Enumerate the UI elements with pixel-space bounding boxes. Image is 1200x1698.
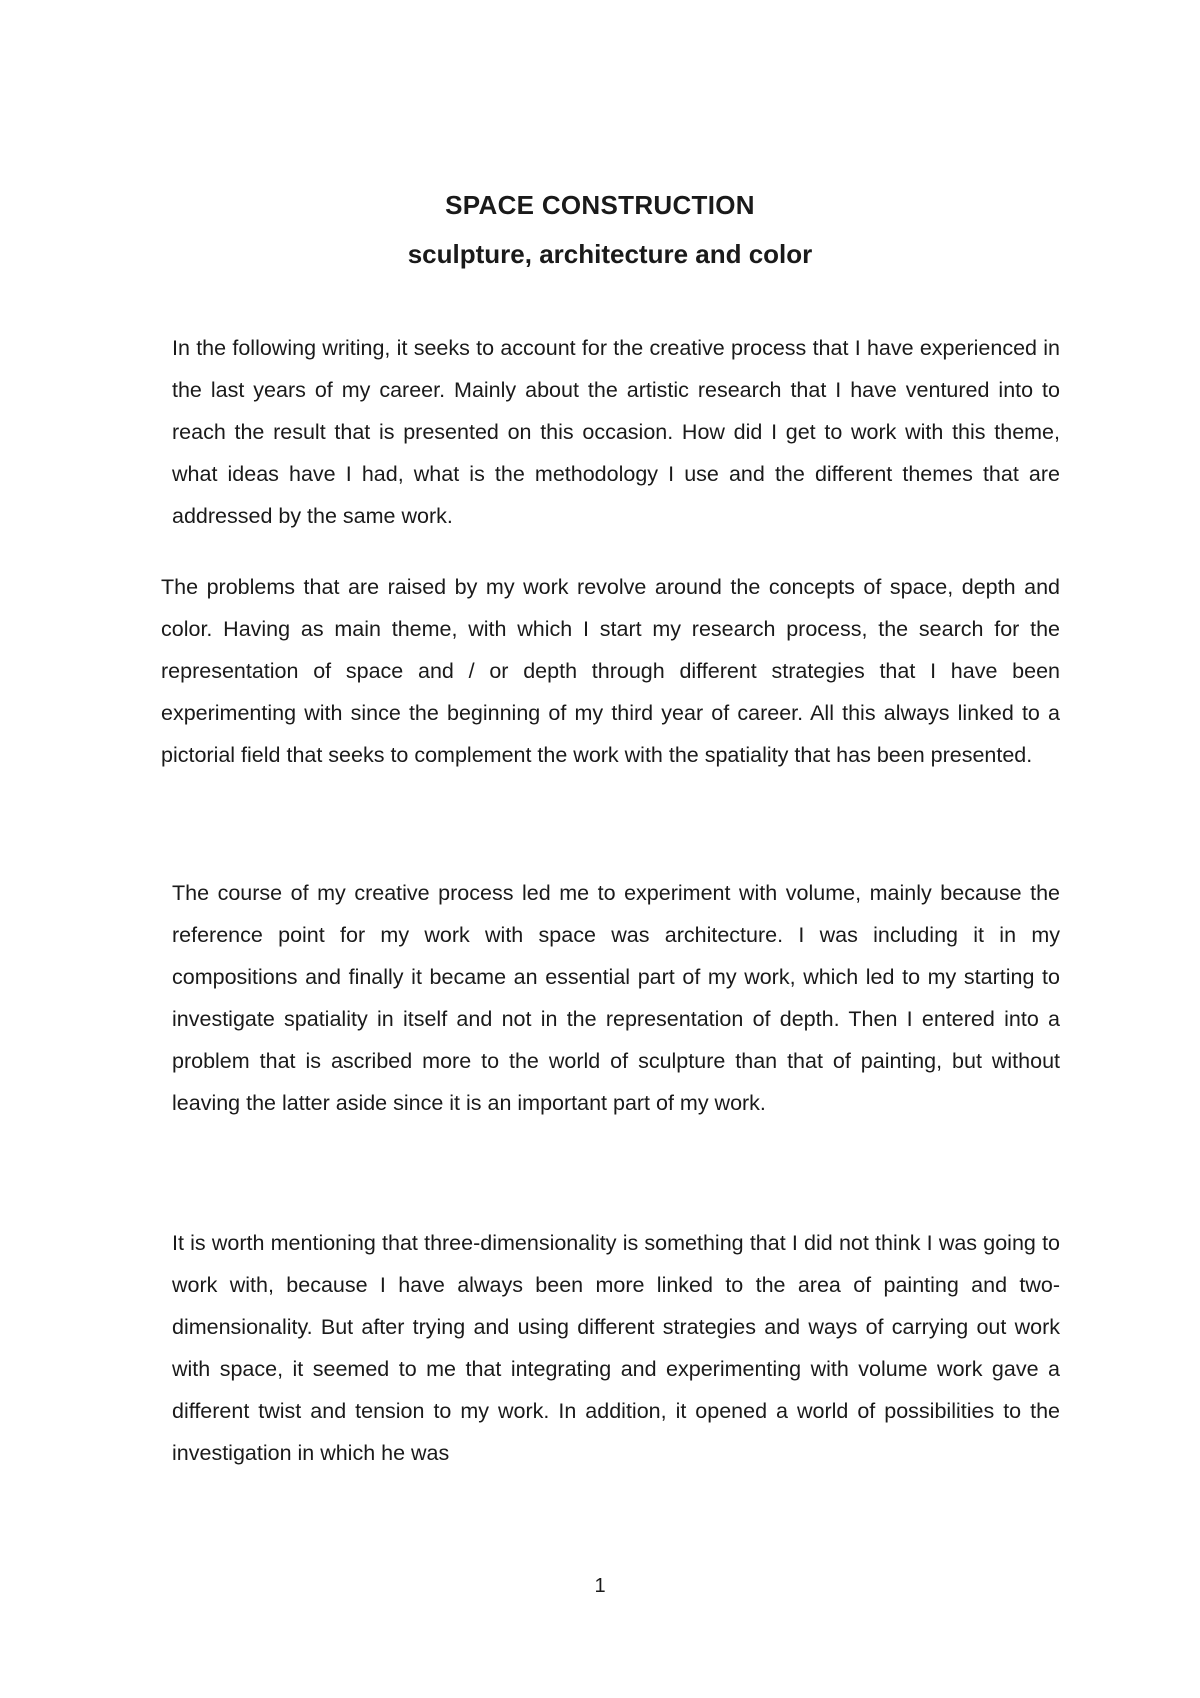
paragraph-1: In the following writing, it seeks to account for the creative process that I have experienced in the last years of my career. Mainly about the artistic research that I have ventured into to reach the result that is presented on this occasion. How did I get to work with this theme, what ideas have I had, what is the methodology I use and the different themes that are addressed by the same work. <box>172 336 1060 528</box>
document-title: SPACE CONSTRUCTION <box>445 190 755 220</box>
paragraph-3: The course of my creative process led me to experiment with volume, mainly because the reference point for my work with space was architecture. I was including it in my compositions and finally it became an essential part of my work, which led to my starting to investigate spatiality in itself and not in the representation of depth. Then I entered into a problem that is ascribed more to the world of sculpture than that of painting, but without leaving the latter aside since it is an important part of my work. <box>172 881 1060 1115</box>
paragraph-2: The problems that are raised by my work revolve around the concepts of space, depth and color. Having as main theme, with which I start my research process, the search for the representation of space and / or depth through different strategies that I have been experimenting with since the beginning of my third year of career. All this always linked to a pictorial field that seeks to complement the work with the spatiality that has been presented. <box>161 575 1060 767</box>
paragraph-4: It is worth mentioning that three-dimensionality is something that I did not think I was going to work with, because I have always been more linked to the area of painting and two-dimensionality. But after trying and using different strategies and ways of carrying out work with space, it seemed to me that integrating and experimenting with volume work gave a different twist and tension to my work. In addition, it opened a world of possibilities to the investigation in which he was <box>172 1231 1060 1465</box>
page-number: 1 <box>594 1575 606 1597</box>
document-subtitle: sculpture, architecture and color <box>407 239 813 269</box>
